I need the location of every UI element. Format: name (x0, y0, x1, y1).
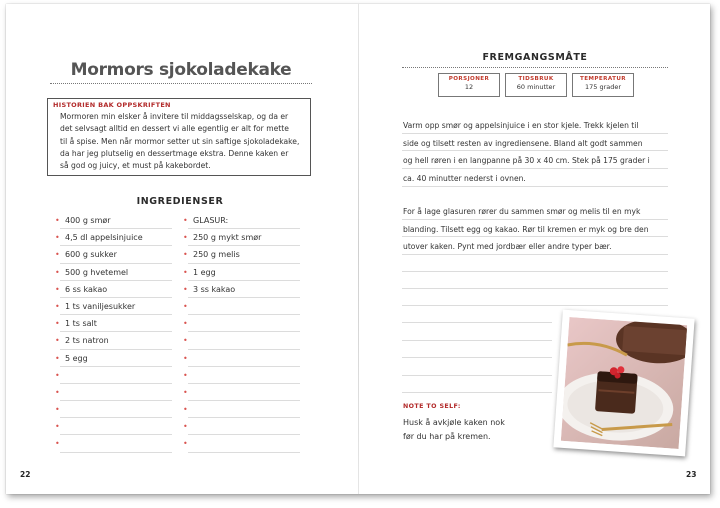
ingredient-row (183, 435, 300, 452)
bullet-icon: • (183, 336, 188, 346)
ruled-line (402, 392, 552, 393)
ruled-line (402, 288, 668, 289)
ingredient-text: 500 g hvetemel (65, 267, 129, 277)
ingredient-row (183, 350, 300, 367)
method-line: blanding. Tilsett egg og kakao. Rør til kremen er myk og bre den (403, 224, 649, 234)
title-underline (50, 83, 312, 84)
bullet-icon: • (55, 250, 60, 260)
history-line: så god og juicy, et must på kakebordet. (60, 161, 211, 171)
bullet-icon: • (183, 353, 188, 363)
method-line: utover kaken. Pynt med jordbær eller andre typer bær. (403, 242, 612, 252)
ruled-line (402, 305, 668, 306)
ingredient-row (183, 264, 300, 281)
bullet-icon: • (183, 267, 188, 277)
ingredients-right-column (183, 212, 300, 453)
stat-label: TEMPERATUR (580, 76, 626, 82)
ingredients-heading: INGREDIENSER (136, 196, 224, 207)
ingredient-row (55, 367, 172, 384)
stat-value: 12 (464, 83, 474, 91)
ingredient-text: 1 ts salt (65, 319, 97, 329)
method-paragraph-1 (403, 117, 665, 187)
history-box (47, 98, 311, 176)
ingredient-text: 600 g sukker (65, 250, 117, 260)
ruled-line (402, 340, 552, 341)
ingredient-row (55, 264, 172, 281)
method-line: og hell røren i en langpanne på 30 x 40 cm. Stek på 175 grader i (403, 156, 650, 166)
bullet-icon: • (55, 439, 60, 449)
bullet-icon: • (183, 284, 188, 294)
ruled-line (402, 322, 552, 323)
note-line: før du har på kremen. (403, 432, 491, 441)
ingredient-text: 250 g mykt smør (193, 233, 262, 243)
bullet-icon: • (183, 439, 188, 449)
ingredient-text: 2 ts natron (65, 336, 109, 346)
stat-label: PORSJONER (448, 76, 490, 82)
stat-value: 175 grader (584, 83, 622, 91)
ingredient-row (183, 367, 300, 384)
ingredient-row (183, 401, 300, 418)
cake-photo-image (561, 317, 687, 449)
history-line: da har jeg plutselig en dessertmage ekstra. Denne kaken er (60, 148, 289, 158)
ingredient-text: GLASUR: (193, 216, 229, 225)
bullet-icon: • (55, 370, 60, 380)
ingredient-row (55, 281, 172, 298)
ingredient-row (55, 401, 172, 418)
ingredient-row (55, 350, 172, 367)
ingredient-row (55, 246, 172, 263)
ingredient-row (183, 384, 300, 401)
method-line: ca. 40 minutter nederst i ovnen. (403, 173, 526, 183)
bullet-icon: • (55, 319, 60, 329)
ruled-line (402, 375, 552, 376)
ingredient-row (183, 229, 300, 246)
history-text (60, 111, 304, 172)
history-line: det selvsagt alltid en dessert vi alle egentlig er alt for mette (60, 124, 289, 134)
bullet-icon: • (183, 301, 188, 311)
method-heading-underline (402, 67, 668, 68)
bullet-icon: • (55, 267, 60, 277)
ingredient-text: 3 ss kakao (193, 284, 236, 294)
bullet-icon: • (183, 216, 188, 225)
note-text (403, 416, 553, 444)
bullet-icon: • (55, 405, 60, 415)
ingredient-row (183, 332, 300, 349)
ingredient-row (55, 418, 172, 435)
page-number-left: 22 (20, 470, 31, 479)
ingredient-row (55, 384, 172, 401)
history-label: HISTORIEN BAK OPPSKRIFTEN (53, 101, 171, 109)
ruled-line (402, 357, 552, 358)
note-label: NOTE TO SELF: (403, 403, 461, 410)
bullet-icon: • (55, 353, 60, 363)
ingredient-row (183, 281, 300, 298)
bullet-icon: • (55, 336, 60, 346)
bullet-icon: • (183, 233, 188, 243)
ingredient-row (55, 315, 172, 332)
ingredient-text: 1 ts vaniljesukker (65, 301, 136, 311)
ingredient-row (55, 435, 172, 452)
ingredient-text: 4,5 dl appelsinjuice (65, 233, 143, 243)
bullet-icon: • (183, 370, 188, 380)
ingredient-row (55, 332, 172, 349)
ingredient-text: 5 egg (65, 353, 88, 363)
history-line: Mormoren min elsker å invitere til middagsselskap, og da er (60, 112, 289, 121)
stat-label: TIDSBRUK (518, 76, 554, 82)
cake-photo (553, 310, 694, 457)
ingredient-text: 400 g smør (65, 216, 111, 225)
recipe-title: Mormors sjokoladekake (70, 60, 292, 80)
bullet-icon: • (183, 319, 188, 329)
bullet-icon: • (55, 301, 60, 311)
method-line: side og tilsett resten av ingrediensene. Bland alt godt sammen (403, 138, 643, 148)
stat-value: 60 minutter (516, 83, 556, 91)
method-line: Varm opp smør og appelsinjuice i en stor kjele. Trekk kjelen til (403, 121, 639, 130)
page-number-right: 23 (686, 470, 697, 479)
ingredient-text: 250 g melis (193, 250, 240, 260)
method-heading: FREMGANGSMÅTE (482, 52, 588, 63)
method-line: For å lage glasuren rører du sammen smør og melis til en myk (403, 207, 641, 216)
bullet-icon: • (183, 250, 188, 260)
book-spine (358, 4, 359, 494)
bullet-icon: • (55, 216, 60, 225)
ruled-line (402, 271, 668, 272)
ingredient-text: 6 ss kakao (65, 284, 108, 294)
bullet-icon: • (55, 233, 60, 243)
ingredient-row (183, 315, 300, 332)
ingredient-row (183, 212, 300, 229)
bullet-icon: • (55, 284, 60, 294)
ingredient-text: 1 egg (193, 267, 216, 277)
stat-time (505, 73, 567, 97)
bullet-icon: • (183, 387, 188, 397)
ingredient-row (183, 418, 300, 435)
ingredients-left-column (55, 212, 172, 453)
ingredient-row (183, 298, 300, 315)
ingredient-row (183, 246, 300, 263)
stat-servings (438, 73, 500, 97)
stat-temperature (572, 73, 634, 97)
method-paragraph-2 (403, 203, 665, 256)
note-line: Husk å avkjøle kaken nok (403, 418, 505, 427)
ingredient-row (55, 298, 172, 315)
ingredient-row (55, 229, 172, 246)
history-line: til å spise. Men når mormor setter ut sin saftige sjokoladekake, (60, 136, 300, 146)
bullet-icon: • (55, 422, 60, 432)
bullet-icon: • (183, 405, 188, 415)
bullet-icon: • (183, 422, 188, 432)
ingredient-row (55, 212, 172, 229)
bullet-icon: • (55, 387, 60, 397)
